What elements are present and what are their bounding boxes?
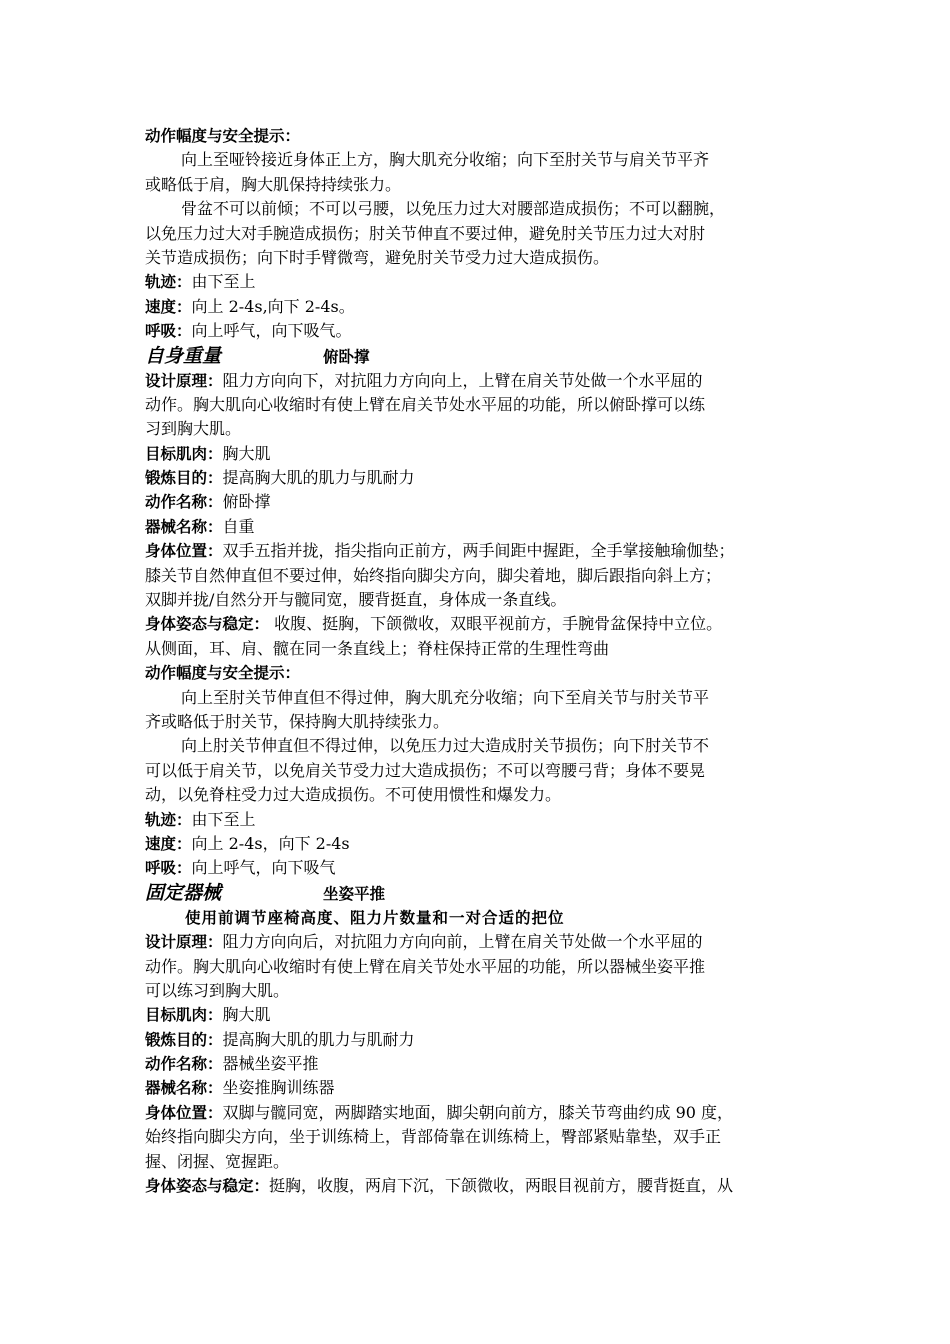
speed-row: 速度：向上 2-4s，向下 2-4s bbox=[145, 833, 350, 853]
paragraph-line: 始终指向脚尖方向，坐于训练椅上，背部倚靠在训练椅上，臀部紧贴靠垫，双手正 bbox=[145, 1127, 722, 1147]
paragraph-line: 或略低于肩，胸大肌保持持续张力。 bbox=[145, 174, 402, 194]
paragraph-line: 膝关节自然伸直但不要过伸，始终指向脚尖方向，脚尖着地，脚后跟指向斜上方； bbox=[145, 565, 722, 585]
track-row: 轨迹：由下至上 bbox=[145, 809, 256, 829]
paragraph-line: 双脚并拢/自然分开与髋同宽，腰背挺直，身体成一条直线。 bbox=[145, 590, 567, 610]
paragraph-line: 动作。胸大肌向心收缩时有使上臂在肩关节处水平屈的功能，所以俯卧撑可以练 bbox=[145, 394, 706, 414]
section-heading: 固定器械 坐姿平推 bbox=[145, 881, 386, 904]
paragraph-line: 动，以免脊柱受力过大造成损伤。不可使用惯性和爆发力。 bbox=[145, 785, 562, 805]
usage-note: 使用前调节座椅高度、阻力片数量和一对合适的把位 bbox=[185, 908, 565, 927]
target-row: 目标肌肉：胸大肌 bbox=[145, 1005, 271, 1025]
paragraph-line: 可以练习到胸大肌。 bbox=[145, 980, 290, 1000]
paragraph-line: 关节造成损伤；向下时手臂微弯，避免肘关节受力过大造成损伤。 bbox=[145, 247, 610, 267]
paragraph-line: 骨盆不可以前倾；不可以弓腰，以免压力过大对腰部造成损伤；不可以翻腕， bbox=[181, 199, 726, 219]
section-heading: 自身重量 俯卧撑 bbox=[145, 344, 370, 367]
paragraph-line: 习到胸大肌。 bbox=[145, 419, 242, 439]
paragraph-line: 以免压力过大对手腕造成损伤；肘关节伸直不要过伸，避免肘关节压力过大对肘 bbox=[145, 223, 706, 243]
paragraph-line: 向上至哑铃接近身体正上方，胸大肌充分收缩；向下至肘关节与肩关节平齐 bbox=[181, 150, 710, 170]
action-row: 动作名称：器械坐姿平推 bbox=[145, 1054, 319, 1074]
document-page bbox=[145, 124, 810, 1198]
design-row: 设计原理：阻力方向向后，对抗阻力方向向前，上臂在肩关节处做一个水平屈的 bbox=[145, 932, 703, 952]
position-row: 身体位置：双脚与髋同宽，两脚踏实地面，脚尖朝向前方，膝关节弯曲约成 90 度， bbox=[145, 1102, 734, 1122]
target-row: 目标肌肉：胸大肌 bbox=[145, 443, 271, 463]
paragraph-line: 向上肘关节伸直但不得过伸，以免压力过大造成肘关节损伤；向下肘关节不 bbox=[181, 736, 710, 756]
paragraph-line: 握、闭握、宽握距。 bbox=[145, 1151, 290, 1171]
posture-row: 身体姿态与稳定： 收腹、挺胸，下颌微收，双眼平视前方，手腕骨盆保持中立位。 bbox=[145, 614, 723, 634]
breath-row: 呼吸：向上呼气，向下吸气。 bbox=[145, 321, 352, 341]
paragraph-line: 可以低于肩关节，以免肩关节受力过大造成损伤；不可以弯腰弓背；身体不要晃 bbox=[145, 760, 706, 780]
speed-row: 速度：向上 2-4s,向下 2-4s。 bbox=[145, 296, 355, 316]
range-heading: 动作幅度与安全提示： bbox=[145, 664, 301, 683]
breath-row: 呼吸：向上呼气，向下吸气 bbox=[145, 858, 336, 878]
track-row: 轨迹：由下至上 bbox=[145, 272, 256, 292]
goal-row: 锻炼目的：提高胸大肌的肌力与肌耐力 bbox=[145, 468, 415, 488]
equipment-row: 器械名称：自重 bbox=[145, 516, 255, 536]
posture-row: 身体姿态与稳定：挺胸，收腹，两肩下沉，下颌微收，两眼目视前方，腰背挺直，从 bbox=[145, 1176, 734, 1196]
paragraph-line: 向上至肘关节伸直但不得过伸，胸大肌充分收缩；向下至肩关节与肘关节平 bbox=[181, 687, 710, 707]
paragraph-line: 齐或略低于肘关节，保持胸大肌持续张力。 bbox=[145, 711, 450, 731]
action-row: 动作名称：俯卧撑 bbox=[145, 492, 271, 512]
design-row: 设计原理：阻力方向向下，对抗阻力方向向上，上臂在肩关节处做一个水平屈的 bbox=[145, 370, 703, 390]
goal-row: 锻炼目的：提高胸大肌的肌力与肌耐力 bbox=[145, 1029, 415, 1049]
range-heading: 动作幅度与安全提示： bbox=[145, 127, 301, 145]
position-row: 身体位置：双手五指并拢，指尖指向正前方，两手间距中握距，全手掌接触瑜伽垫； bbox=[145, 541, 735, 561]
paragraph-line: 动作。胸大肌向心收缩时有使上臂在肩关节处水平屈的功能，所以器械坐姿平推 bbox=[145, 956, 706, 976]
paragraph-line: 从侧面，耳、肩、髋在同一条直线上；脊柱保持正常的生理性弯曲 bbox=[145, 638, 610, 658]
equipment-row: 器械名称：坐姿推胸训练器 bbox=[145, 1078, 335, 1098]
